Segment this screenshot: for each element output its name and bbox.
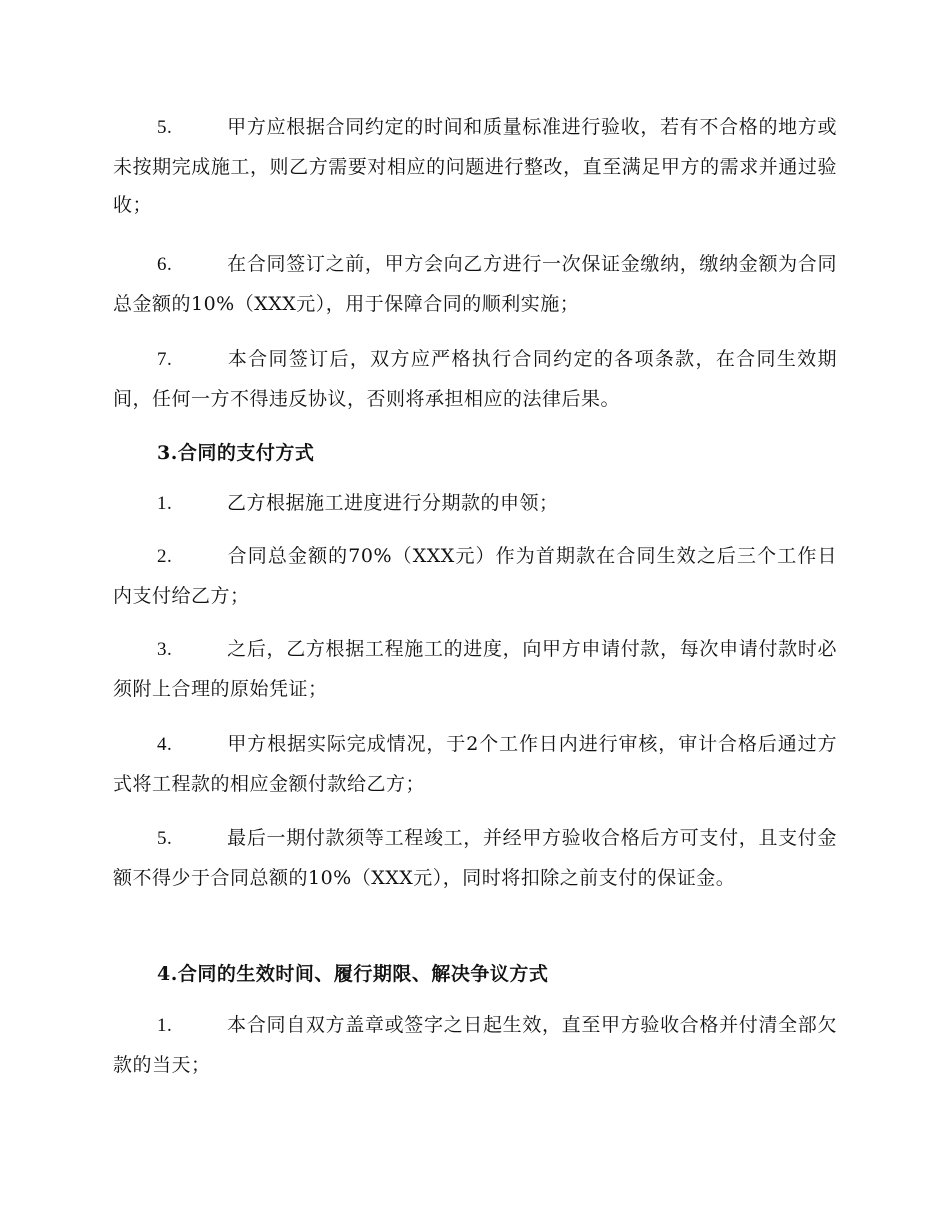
payment-clause-3 — [113, 630, 837, 708]
payment-clause-1 — [113, 484, 837, 524]
clause-number: 1. — [157, 493, 173, 514]
clause-number: 1. — [157, 1015, 173, 1036]
clause-text: 本合同自双方盖章或签字之日起生效，直至甲方验收合格并付清全部欠款的当天； — [113, 1014, 837, 1076]
clause-number: 2. — [157, 546, 173, 567]
clause-5 — [113, 108, 837, 225]
clause-text: 甲方应根据合同约定的时间和质量标准进行验收，若有不合格的地方或未按期完成施工，则乙方需要对相应的问题进行整改，直至满足甲方的需求并通过验收； — [113, 116, 837, 216]
effective-clause-1 — [113, 1006, 837, 1084]
clause-number: 6. — [157, 254, 173, 275]
payment-clause-4 — [113, 725, 837, 803]
clause-number: 3. — [157, 639, 173, 660]
clause-7 — [113, 340, 837, 418]
payment-clause-5 — [113, 819, 837, 897]
section-heading-effective-time: 4.合同的生效时间、履行期限、解决争议方式 — [157, 963, 549, 985]
clause-number: 7. — [157, 349, 173, 370]
clause-6 — [113, 245, 837, 323]
clause-text: 乙方根据施工进度进行分期款的申领； — [227, 492, 559, 514]
clause-text: 之后，乙方根据工程施工的进度，向甲方申请付款，每次申请付款时必须附上合理的原始凭证； — [113, 638, 837, 700]
clause-text: 甲方根据实际完成情况，于2个工作日内进行审核，审计合格后通过方式将工程款的相应金额付款给乙方； — [113, 733, 837, 795]
clause-text: 合同总金额的70%（XXX元）作为首期款在合同生效之后三个工作日内支付给乙方； — [113, 545, 837, 607]
clause-number: 4. — [157, 734, 173, 755]
clause-text: 在合同签订之前，甲方会向乙方进行一次保证金缴纳，缴纳金额为合同总金额的10%（XXX元），用于保障合同的顺利实施； — [113, 253, 837, 315]
payment-clause-2 — [113, 537, 837, 615]
section-heading-payment: 3.合同的支付方式 — [157, 442, 315, 464]
clause-number: 5. — [157, 828, 173, 849]
clause-text: 最后一期付款须等工程竣工，并经甲方验收合格后方可支付，且支付金额不得少于合同总额的10%（XXX元），同时将扣除之前支付的保证金。 — [113, 827, 837, 889]
clause-text: 本合同签订后，双方应严格执行合同约定的各项条款，在合同生效期间，任何一方不得违反协议，否则将承担相应的法律后果。 — [113, 348, 837, 410]
clause-number: 5. — [157, 117, 173, 138]
